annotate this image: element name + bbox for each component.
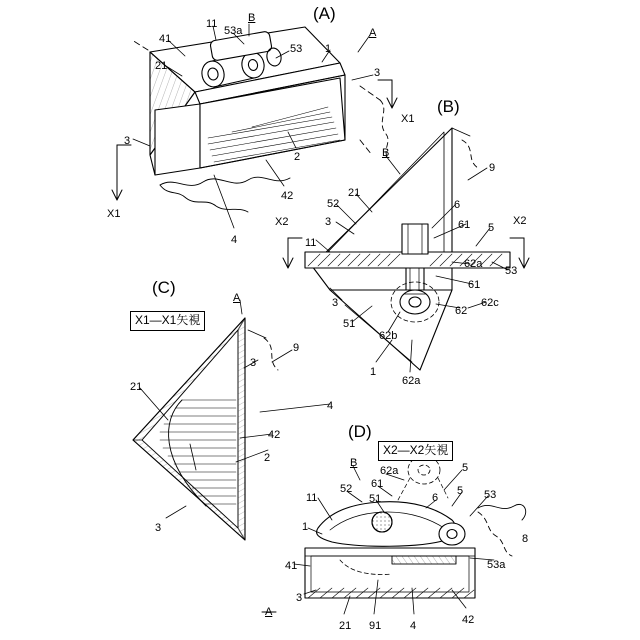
callout: 62b bbox=[379, 330, 398, 342]
callout: 9 bbox=[489, 162, 496, 174]
callout: 21 bbox=[130, 381, 143, 393]
callout: 51 bbox=[343, 318, 356, 330]
section-mark-x1-bottom: X1 bbox=[107, 208, 121, 220]
callout: 3 bbox=[124, 135, 131, 147]
callout: 53a bbox=[487, 559, 506, 571]
callout: 62c bbox=[481, 297, 499, 309]
callout: 42 bbox=[281, 190, 294, 202]
callout: A bbox=[369, 27, 377, 39]
callout: 52 bbox=[327, 198, 340, 210]
callout: 4 bbox=[327, 400, 334, 412]
callout: 3 bbox=[296, 592, 303, 604]
view-box-x2: X2—X2矢視 bbox=[378, 441, 453, 461]
callout: 3 bbox=[374, 67, 381, 79]
callout: 21 bbox=[348, 187, 361, 199]
callout: 5 bbox=[457, 485, 464, 497]
callout: 41 bbox=[159, 33, 172, 45]
callout: 6 bbox=[432, 492, 439, 504]
callout: 11 bbox=[305, 237, 317, 249]
callout: 53 bbox=[290, 43, 303, 55]
callout: 4 bbox=[410, 620, 417, 632]
callout: 1 bbox=[325, 43, 332, 55]
callout: 62a bbox=[464, 258, 483, 270]
callout: 62 bbox=[455, 305, 468, 317]
callout: A bbox=[233, 292, 241, 304]
callout: 5 bbox=[488, 222, 495, 234]
callout: B bbox=[382, 147, 390, 159]
callout: 61 bbox=[468, 279, 481, 291]
callout: 52 bbox=[340, 483, 353, 495]
callout: 2 bbox=[264, 452, 271, 464]
view-box-x1: X1—X1矢視 bbox=[130, 311, 205, 331]
section-mark-x2-left: X2 bbox=[275, 216, 289, 228]
callout: 3 bbox=[332, 297, 339, 309]
callout: 53 bbox=[505, 265, 518, 277]
panel-title-d: (D) bbox=[348, 422, 372, 441]
callout: 61 bbox=[458, 219, 471, 231]
callout: 1 bbox=[302, 521, 309, 533]
panel-title-c: (C) bbox=[152, 278, 176, 297]
panel-d-artwork bbox=[262, 456, 529, 614]
panel-c-artwork bbox=[133, 300, 330, 540]
section-mark-x2-right: X2 bbox=[513, 215, 527, 227]
callout: 42 bbox=[268, 429, 281, 441]
callout: 21 bbox=[155, 60, 168, 72]
section-mark-x1-top: X1 bbox=[401, 113, 415, 125]
callout: 91 bbox=[369, 620, 382, 632]
callout: 41 bbox=[285, 560, 298, 572]
callout: 53 bbox=[484, 489, 497, 501]
panel-title-a: (A) bbox=[313, 4, 336, 23]
callout: A bbox=[265, 606, 273, 618]
callout: 11 bbox=[306, 492, 318, 504]
callout: 51 bbox=[369, 493, 382, 505]
callout: B bbox=[248, 12, 256, 24]
callout: 53a bbox=[224, 25, 243, 37]
callout: 42 bbox=[462, 614, 475, 626]
callout: 3 bbox=[155, 522, 162, 534]
callout: 1 bbox=[370, 366, 377, 378]
callout: 3 bbox=[250, 357, 257, 369]
callout: B bbox=[350, 457, 358, 469]
callout: 3 bbox=[325, 216, 332, 228]
callout: 21 bbox=[339, 620, 352, 632]
callout: 6 bbox=[454, 199, 461, 211]
callout: 9 bbox=[293, 342, 300, 354]
callout: 62a bbox=[402, 375, 421, 387]
callout: 5 bbox=[462, 462, 469, 474]
callout: 61 bbox=[371, 478, 384, 490]
callout: 11 bbox=[206, 18, 218, 30]
panel-title-b: (B) bbox=[437, 97, 460, 116]
callout: 2 bbox=[294, 151, 301, 163]
callout: 8 bbox=[522, 533, 529, 545]
callout: 62a bbox=[380, 465, 399, 477]
callout: 4 bbox=[231, 234, 238, 246]
